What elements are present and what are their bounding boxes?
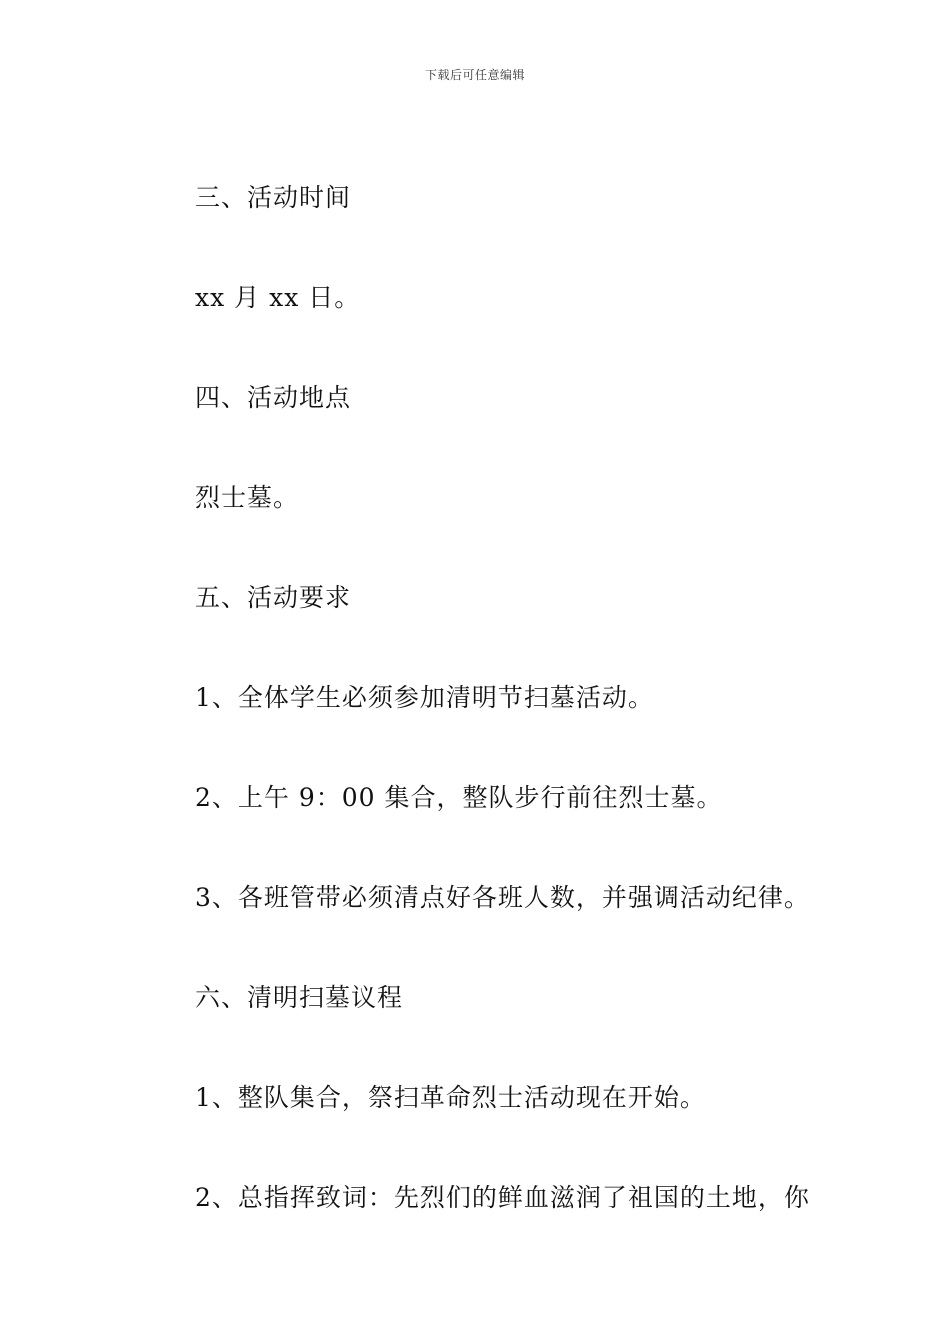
activity-location-text: 烈士墓。 [195, 483, 300, 512]
requirement-item-1: 1、全体学生必须参加清明节扫墓活动。 [195, 683, 654, 712]
activity-time-text: xx 月 xx 日。 [195, 283, 361, 312]
section-heading-activity-time: 三、活动时间 [195, 183, 352, 212]
section-heading-activity-location: 四、活动地点 [195, 383, 352, 412]
section-heading-activity-requirements: 五、活动要求 [195, 583, 352, 612]
agenda-item-1: 1、整队集合，祭扫革命烈士活动现在开始。 [195, 1083, 706, 1112]
requirement-item-3: 3、各班管带必须清点好各班人数，并强调活动纪律。 [195, 883, 810, 912]
agenda-item-2: 2、总指挥致词：先烈们的鲜血滋润了祖国的土地，你 [195, 1183, 810, 1212]
requirement-item-2: 2、上午 9：00 集合，整队步行前往烈士墓。 [195, 783, 723, 812]
section-heading-agenda: 六、清明扫墓议程 [195, 983, 404, 1012]
header-note: 下载后可任意编辑 [424, 68, 525, 82]
